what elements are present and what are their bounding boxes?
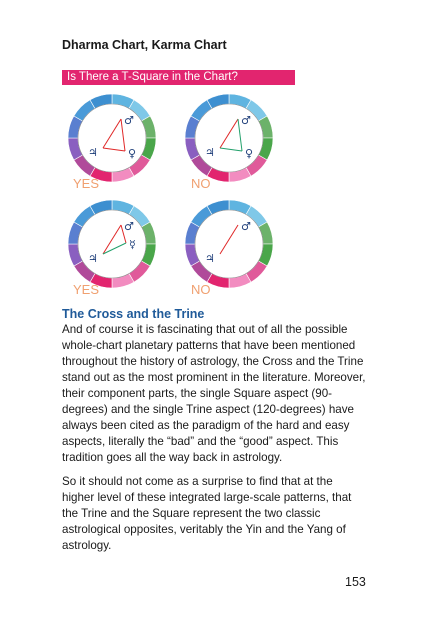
mercury-glyph: ☿ <box>129 238 136 251</box>
t-square-figure <box>60 84 300 298</box>
mars-glyph: ♂ <box>241 220 251 233</box>
venus-glyph: ♀ <box>128 147 137 160</box>
section-heading: The Cross and the Trine <box>62 307 205 321</box>
body-paragraph: So it should not come as a surprise to find that at the higher level of these integrated large-scale patterns, that the Trine and the Square represent the two classic astrological opposites, veritably the Yin and the Yang of astrology. <box>62 475 352 552</box>
chart-label-no: NO <box>191 176 211 191</box>
jupiter-glyph: ♃ <box>88 146 98 159</box>
mars-glyph: ♂ <box>124 114 134 127</box>
chart-label-yes: YES <box>73 176 100 191</box>
jupiter-glyph: ♃ <box>205 146 215 159</box>
jupiter-glyph: ♃ <box>205 252 215 265</box>
venus-glyph: ♀ <box>245 147 254 160</box>
figure-banner: Is There a T-Square in the Chart? <box>62 70 295 85</box>
jupiter-glyph: ♃ <box>88 252 98 265</box>
chart-wheel-1 <box>68 94 156 182</box>
chart-wheel-2 <box>185 94 273 182</box>
body-paragraph: And of course it is fascinating that out of all the possible whole-chart planetary patterns that have been mentioned throughout the history of astrology, the Cross and the Trine stand out as the most prominent in the literature. Moreover, their component parts, the single Square aspect (90-degrees) and the single Trine aspect (120-degrees) have always been cited as the paradigm of the hard and easy aspects, literally the “bad” and the “good” aspect. This tradition goes all the way back in astrology. <box>62 323 366 464</box>
mars-glyph: ♂ <box>241 114 251 127</box>
page-number: 153 <box>345 575 366 589</box>
page-title: Dharma Chart, Karma Chart <box>62 38 227 52</box>
chart-label-yes: YES <box>73 282 100 297</box>
chart-wheel-4 <box>185 200 273 288</box>
chart-wheel-3 <box>68 200 156 288</box>
chart-label-no: NO <box>191 282 211 297</box>
mars-glyph: ♂ <box>124 220 134 233</box>
